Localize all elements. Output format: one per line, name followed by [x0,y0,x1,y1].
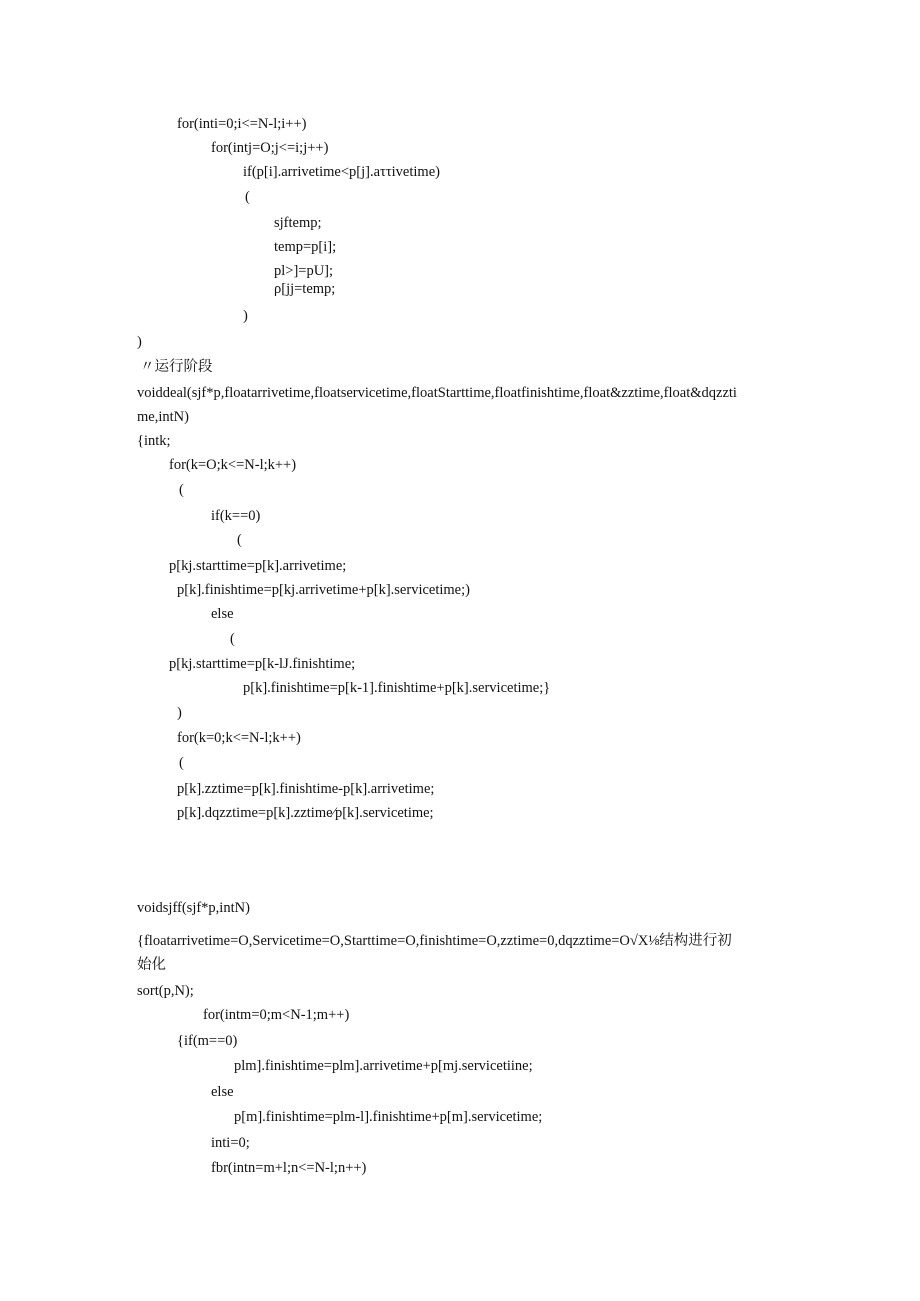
code-line: ) [243,308,248,324]
code-line: p[k].finishtime=p[k-1].finishtime+p[k].servicetime;} [243,680,551,696]
code-line: sjftemp; [274,215,322,231]
code-line: ρ[jj=temp; [274,281,336,297]
code-line: temp=p[i]; [274,239,337,255]
code-line: for(k=0;k<=N-l;k++) [177,730,301,746]
code-line: ) [177,705,182,721]
code-line: p[kj.starttime=p[k-lJ.finishtime; [169,656,356,672]
code-line: p[kj.starttime=p[k].arrivetime; [169,558,347,574]
code-line: ( [230,631,235,647]
code-line: ( [179,755,184,771]
code-line: p[k].dqzztime=p[k].zztime∕p[k].servicetime; [177,805,434,821]
code-line: p[m].finishtime=plm-l].finishtime+p[m].servicetime; [234,1109,543,1125]
code-line: ( [237,532,242,548]
code-line: if(p[i].arrivetime<p[j].aττivetime) [243,164,440,180]
code-line: ) [137,334,142,350]
code-line: for(intj=O;j<=i;j++) [211,140,329,156]
code-line: for(inti=0;i<=N-l;i++) [177,116,307,132]
code-line: p[k].finishtime=p[kj.arrivetime+p[k].servicetime;) [177,582,470,598]
code-line: me,intN) [137,409,189,425]
code-line: sort(p,N); [137,983,194,999]
code-line: {intk; [137,433,171,449]
code-line: for(k=O;k<=N-l;k++) [169,457,297,473]
code-line: else [211,606,234,622]
comment-line: 〃运行阶段 [140,359,213,375]
code-line: ( [245,189,250,205]
code-line: for(intm=0;m<N-1;m++) [203,1007,350,1023]
code-line: {floatarrivetime=O,Servicetime=O,Starttime=O,finishtime=O,zztime=0,dqzztime=O√X⅛结构进行初 [137,933,732,949]
code-line: voiddeal(sjf*p,floatarrivetime,floatservicetime,floatStarttime,floatfinishtime,float&zztime,float&dqzzti [137,385,737,401]
code-line: plm].finishtime=plm].arrivetime+p[mj.servicetiine; [234,1058,533,1074]
code-line: fbr(intn=m+l;n<=N-l;n++) [211,1160,367,1176]
code-line: else [211,1084,234,1100]
code-line: ( [179,482,184,498]
code-line: pl>]=pU]; [274,263,334,279]
code-line: {if(m==0) [177,1033,238,1049]
code-line: p[k].zztime=p[k].finishtime-p[k].arrivetime; [177,781,435,797]
code-line: voidsjff(sjf*p,intN) [137,900,250,916]
code-line: 始化 [137,957,166,973]
code-line: if(k==0) [211,508,261,524]
code-line: inti=0; [211,1135,250,1151]
